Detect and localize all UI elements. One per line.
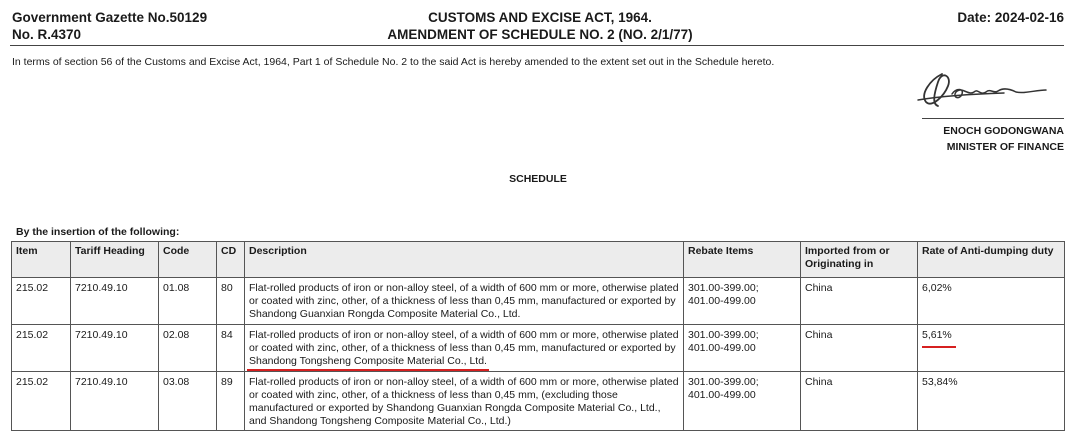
- column-header-description: Description: [245, 242, 684, 278]
- column-header-tariff: Tariff Heading: [71, 242, 159, 278]
- tariff-cell: 7210.49.10: [71, 372, 159, 431]
- description-cell: Flat-rolled products of iron or non-alloy steel, of a width of 600 mm or more, otherwise plated or coated with zinc, other, of a thickness of less than 0,45 mm, manufactured or exported by Shandong Guanxian Rongda Composite Material Co., Ltd.: [245, 278, 684, 325]
- highlighted-rate: 5,61%: [922, 329, 952, 341]
- rebate-cell: [684, 372, 801, 431]
- cd-cell: 80: [217, 278, 245, 325]
- document-title: [0, 9, 1080, 43]
- column-header-code: Code: [159, 242, 217, 278]
- rebate-range: 401.00-499.00: [688, 342, 756, 354]
- rebate-range: 301.00-399.00;: [688, 282, 759, 294]
- signatory-title: MINISTER OF FINANCE: [946, 140, 1064, 153]
- column-header-cd: CD: [217, 242, 245, 278]
- intro-paragraph: In terms of section 56 of the Customs and Excise Act, 1964, Part 1 of Schedule No. 2 to the said Act is hereby amended to the extent set out in the Schedule hereto.: [12, 56, 775, 68]
- rebate-range: 301.00-399.00;: [688, 376, 759, 388]
- table-row: [12, 372, 1065, 431]
- signature-line: [922, 118, 1064, 119]
- gazette-number: Government Gazette No.50129: [12, 10, 208, 25]
- act-title: CUSTOMS AND EXCISE ACT, 1964.: [428, 10, 652, 25]
- origin-cell: China: [801, 325, 918, 372]
- signature-image: [912, 60, 1062, 115]
- table-header-row: [12, 242, 1065, 278]
- cd-cell: 84: [217, 325, 245, 372]
- signatory-block: [943, 124, 1064, 155]
- code-cell: 03.08: [159, 372, 217, 431]
- origin-cell: China: [801, 278, 918, 325]
- code-cell: 02.08: [159, 325, 217, 372]
- rebate-range: 401.00-499.00: [688, 389, 756, 401]
- item-cell: 215.02: [12, 372, 71, 431]
- column-header-item: Item: [12, 242, 71, 278]
- column-header-origin: Imported from or Originating in: [801, 242, 918, 278]
- rate-cell: [918, 325, 1065, 372]
- header-divider: [10, 45, 1064, 46]
- schedule-table: [11, 241, 1065, 431]
- tariff-cell: 7210.49.10: [71, 325, 159, 372]
- column-header-rate: Rate of Anti-dumping duty: [918, 242, 1065, 278]
- code-cell: 01.08: [159, 278, 217, 325]
- cd-cell: 89: [217, 372, 245, 431]
- rebate-range: 301.00-399.00;: [688, 329, 759, 341]
- rebate-cell: [684, 278, 801, 325]
- schedule-heading: SCHEDULE: [509, 173, 567, 185]
- publication-date: Date: 2024-02-16: [957, 10, 1064, 25]
- description-text: Flat-rolled products of iron or non-alloy steel, of a width of 600 mm or more, otherwise plated or coated with zinc, other, of a thickness of less than 0,45 mm, manufactured or exported by: [249, 329, 679, 354]
- signatory-name: ENOCH GODONGWANA: [943, 125, 1064, 137]
- description-cell: Flat-rolled products of iron or non-alloy steel, of a width of 600 mm or more, otherwise plated or coated with zinc, other, of a thickness of less than 0,45 mm, (excluding those manufactured or exported by Shandong Guanxian Rongda Composite Material Co., Ltd., and Shandong Tongsheng Composite Material Co., Ltd.): [245, 372, 684, 431]
- tariff-cell: 7210.49.10: [71, 278, 159, 325]
- rate-cell: 53,84%: [918, 372, 1065, 431]
- item-cell: 215.02: [12, 278, 71, 325]
- insertion-label: By the insertion of the following:: [16, 226, 180, 238]
- notice-number: No. R.4370: [12, 27, 82, 42]
- rate-cell: 6,02%: [918, 278, 1065, 325]
- rebate-cell: [684, 325, 801, 372]
- amendment-title: AMENDMENT OF SCHEDULE NO. 2 (NO. 2/1/77): [387, 27, 693, 42]
- table-row: [12, 325, 1065, 372]
- rebate-range: 401.00-499.00: [688, 295, 756, 307]
- description-cell: [245, 325, 684, 372]
- origin-cell: China: [801, 372, 918, 431]
- column-header-rebate: Rebate Items: [684, 242, 801, 278]
- item-cell: 215.02: [12, 325, 71, 372]
- highlighted-company-name: Shandong Tongsheng Composite Material Co., Ltd.: [249, 355, 487, 367]
- table-row: [12, 278, 1065, 325]
